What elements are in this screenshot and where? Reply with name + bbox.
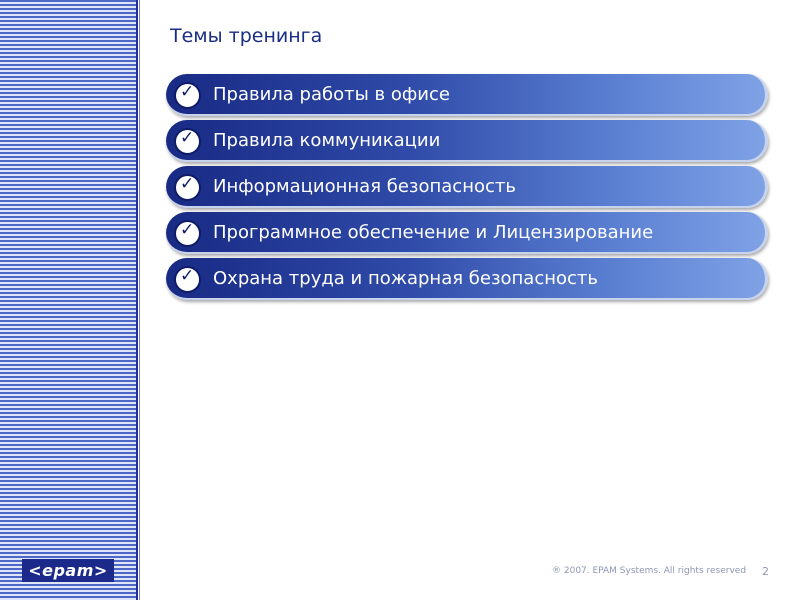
topic-item [166, 74, 768, 116]
footer-copyright: ® 2007. EPAM Systems. All rights reserved [552, 566, 747, 576]
check-icon: ✓ [174, 266, 201, 293]
check-icon: ✓ [174, 174, 201, 201]
sidebar-divider-thin [139, 0, 140, 600]
topic-label: Информационная безопасность [213, 176, 516, 197]
topic-item [166, 120, 768, 162]
epam-logo: <epam> [22, 559, 114, 582]
sidebar-divider [136, 0, 138, 600]
topic-item [166, 166, 768, 208]
topic-label: Правила коммуникации [213, 130, 441, 151]
topic-label: Программное обеспечение и Лицензирование [213, 222, 654, 243]
topic-label: Охрана труда и пожарная безопасность [213, 268, 599, 289]
sidebar-decoration [0, 0, 136, 600]
topics-list [166, 74, 768, 304]
topic-label: Правила работы в офисе [213, 84, 450, 105]
page-title: Темы тренинга [170, 25, 323, 47]
topic-item [166, 258, 768, 300]
check-icon: ✓ [174, 128, 201, 155]
topic-item [166, 212, 768, 254]
check-icon: ✓ [174, 220, 201, 247]
page-number: 2 [762, 565, 769, 578]
check-icon: ✓ [174, 82, 201, 109]
